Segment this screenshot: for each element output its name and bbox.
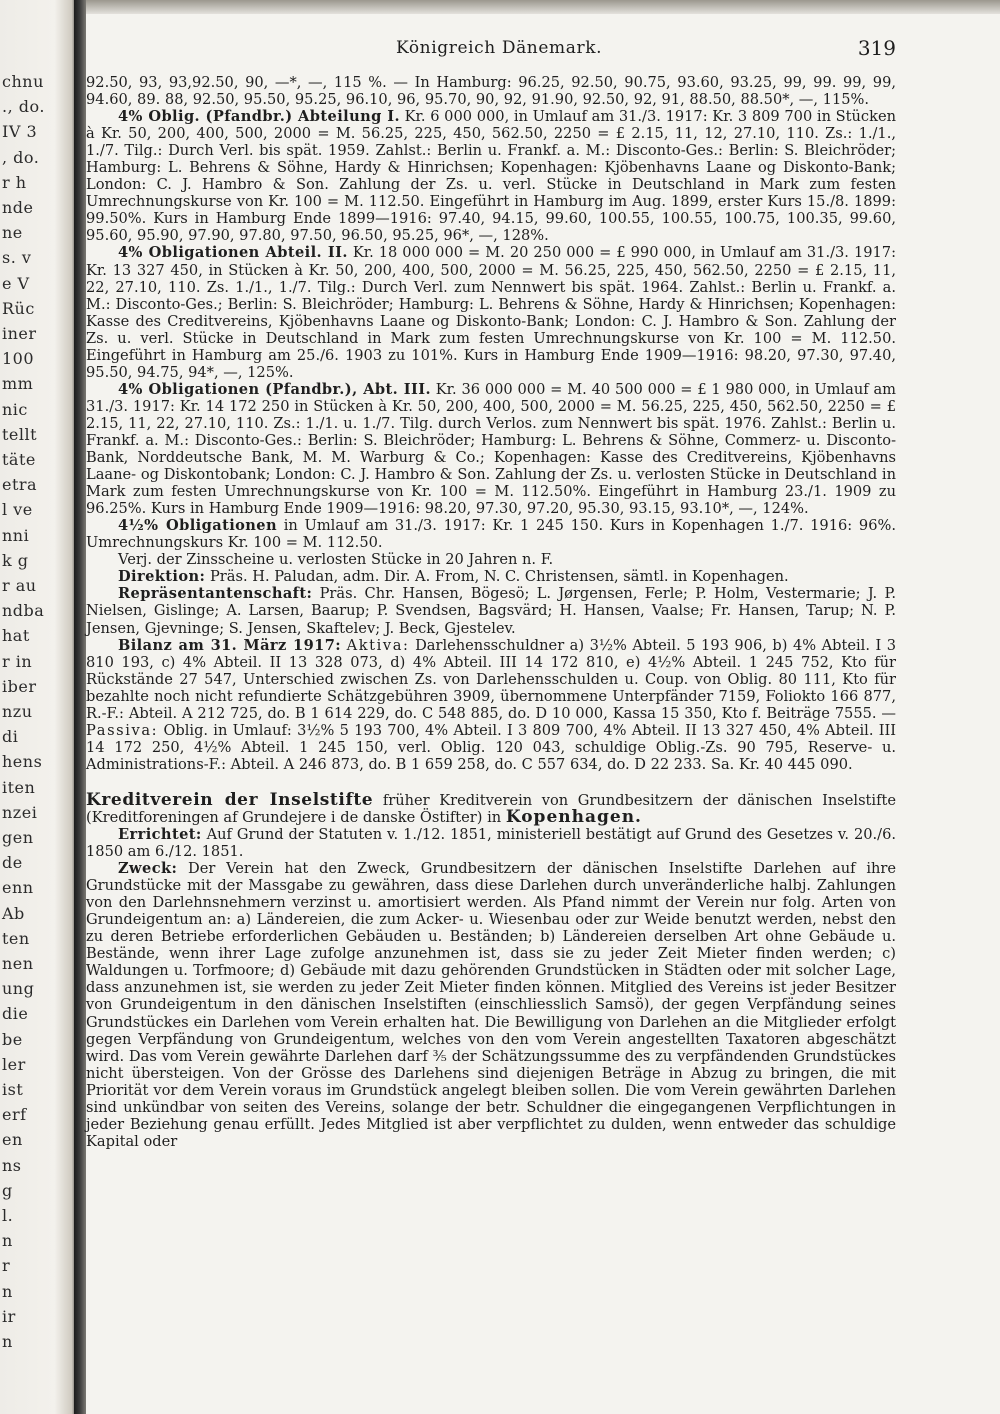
previous-page-fragment: mm bbox=[2, 374, 34, 394]
previous-page-fragment: ndba bbox=[2, 601, 45, 621]
repraesentantenschaft-paragraph bbox=[86, 585, 896, 636]
obligation-heading: 4½% Obligationen bbox=[118, 517, 277, 535]
previous-page-fragment: nic bbox=[2, 399, 28, 419]
company-city: Kopenhagen. bbox=[505, 806, 642, 827]
previous-page-fragment: de bbox=[2, 853, 23, 873]
previous-page-fragment: nzei bbox=[2, 802, 38, 822]
previous-page-fragment: be bbox=[2, 1029, 23, 1049]
previous-page-fragment: iten bbox=[2, 777, 36, 797]
passiva-text: Oblig. in Umlauf: 3½% 5 193 700, 4% Abteil. I 3 809 700, 4% Abteil. II 13 327 450, 4% Abteil. III 14 172 250, 4½% Abteil. 1 245 150, verl. Oblig. 120 043, schuldige Oblig.-Zs. 90 795, Reserve- u. Administrations-F.: Abteil. A 246 873, do. B 1 659 258, do. C 557 634, do. D 22 233. Sa. Kr. 40 445 090. bbox=[86, 721, 896, 773]
page-top-edge bbox=[86, 0, 1000, 14]
previous-page-fragment: nni bbox=[2, 525, 30, 545]
previous-page-fragment: hens bbox=[2, 752, 43, 772]
previous-page-fragment: ung bbox=[2, 979, 35, 999]
obligation-heading: 4% Obligationen (Pfandbr.), Abt. III. bbox=[118, 380, 431, 398]
obligation-paragraph-2 bbox=[86, 244, 896, 380]
previous-page-fragment: Rüc bbox=[2, 298, 35, 318]
previous-page-fragment: en bbox=[2, 1130, 23, 1150]
passiva-label: Passiva: bbox=[86, 721, 159, 739]
previous-page-fragment: ten bbox=[2, 928, 30, 948]
previous-page-fragment: di bbox=[2, 727, 19, 747]
aktiva-label: Aktiva: bbox=[346, 636, 410, 654]
previous-page-fragment: iber bbox=[2, 676, 37, 696]
obligation-paragraph-1 bbox=[86, 108, 896, 244]
previous-page-fragment: s. v bbox=[2, 248, 32, 268]
obligation-paragraph-3 bbox=[86, 381, 896, 517]
previous-page-fragment: ., do. bbox=[2, 97, 45, 117]
bilanz-paragraph bbox=[86, 637, 896, 773]
obligation-heading: 4% Oblig. (Pfandbr.) Abteilung I. bbox=[118, 108, 400, 126]
obligation-text: in Umlauf am 31./3. 1917: Kr. 1 245 150. Kurs in Kopenhagen 1./7. 1916: 96%. Umrechnungskurs Kr. 100 = M. 112.50. bbox=[86, 517, 896, 552]
previous-page-fragment: die bbox=[2, 1004, 29, 1024]
zweck-text: Der Verein hat den Zweck, Grundbesitzern der dänischen Inselstifte Darlehen auf ihre Grundstücke mit der Massgabe zu gewähren, dass diese Darlehen durch unveränderliche halbj. Zahlungen von den Darlehnsnehmern verzinst u. amortisiert werden. Als Pfand nimmt der Verein nur folg. Arten von Grundeigentum an: a) Ländereien, die zum Acker- u. Wiesenbau oder zur Weide benutzt werden, nebst den zu deren Betriebe erforderlichen Gebäuden u. Beständen; b) Ländereien derselben Art ohne Gebäude u. Bestände, wenn ihrer Lage zufolge anzunehmen ist, dass sie zu jeder Zeit Mieter finden werden; c) Waldungen u. Torfmoore; d) Gebäude mit dazu gehörenden Grundstücken in Städten oder mit solcher Lage, dass anzunehmen ist, sie werden zu jeder Zeit Mieter finden können. Mitglied des Vereins ist jeder Besitzer von Grundeigentum in den dänischen Inselstiften (einschliesslich Samsö), der gegen Verpfändung seines Grundstückes ein Darlehen vom Verein erhalten hat. Die Bewilligung von Darlehen an die Mitglieder erfolgt gegen Verpfändung von Grundeigentum, welches von den vom Verein angestellten Taxatoren abgeschätzt wird. Das vom Verein gewährte Darlehen darf ⅗ der Schätzungssumme des zu verpfändenden Grundstückes nicht übersteigen. Von der Grösse des Darlehens sind diejenigen Beträge in Abzug zu bringen, die mit Priorität vor dem Verein voraus im Grundstück angelegt bleiben sollen. Die vom Verein gewährten Darlehen sind unkündbar von seiten des Vereins, solange der betr. Schuldner die eingegangenen Verpflichtungen in jeder Beziehung genau erfüllt. Jedes Mitglied ist aber verpflichtet zu dulden, wenn entweder das schuldige Kapital oder bbox=[86, 860, 896, 1150]
previous-page-fragment: n bbox=[2, 1332, 13, 1351]
obligation-paragraph-4 bbox=[86, 517, 896, 551]
previous-page-fragment: r in bbox=[2, 651, 33, 671]
previous-page-fragment: etra bbox=[2, 475, 38, 495]
previous-page-fragment: nzu bbox=[2, 702, 33, 721]
repraesentantenschaft-label: Repräsentantenschaft: bbox=[118, 585, 313, 603]
company-intro-text: früher Kreditverein von Grundbesitzern der dänischen Inselstifte (Kreditforeningen af Grundejere i de danske Östifter) in bbox=[86, 791, 896, 826]
previous-page-fragment: r h bbox=[2, 172, 27, 192]
direktion-text: Präs. H. Paludan, adm. Dir. A. From, N. C. Christensen, sämtl. in Kopenhagen. bbox=[209, 568, 789, 586]
page-content bbox=[86, 74, 896, 1150]
previous-page-fragment: hat bbox=[2, 626, 30, 646]
previous-page-fragment: iner bbox=[2, 324, 37, 343]
direktion-paragraph bbox=[86, 568, 896, 585]
obligation-heading: 4% Obligationen Abteil. II. bbox=[118, 244, 348, 262]
obligation-text: Kr. 6 000 000, in Umlauf am 31./3. 1917: Kr. 3 809 700 in Stücken à Kr. 50, 200, 400, 500, 2000 = M. 56.25, 225, 450, 562.50, 2250 = £ 2.15, 11, 12, 27.10, 110. Zs.: 1./1., 1./7. Tilg.: Durch Verl. bis spät. 1959. Zahlst.: Berlin u. Frankf. a. M.: Disconto-Ges.: Berlin: S. Bleichröder; Hamburg: L. Behrens & Söhne, Hardy & Hinrichsen; Kopenhagen: Kjöbenhavns Laane og Diskonto-Bank; London: C. J. Hambro & Son. Zahlung der Zs. u. verl. Stücke in Deutschland in Mark zum festen Umrechnungskurse von Kr. 100 = M. 112.50. Eingeführt in Hamburg im Aug. 1899, erster Kurs 15./8. 1899: 99.50%. Kurs in Hamburg Ende 1899—1916: 97.40, 94.15, 99.60, 100.55, 100.55, 100.75, 100.35, 99.60, 95.60, 95.90, 97.90, 97.80, 97.50, 96.50, 95.25, 96*, —, 128%. bbox=[86, 108, 896, 245]
obligation-text: Kr. 36 000 000 = M. 40 500 000 = £ 1 980 000, in Umlauf am 31./3. 1917: Kr. 14 172 250 in Stücken à Kr. 50, 200, 400, 500, 2000 = M. 56.25, 225, 450, 562.50, 2250 = £ 2.15, 11, 22, 27.10, 110. Zs.: 1./1. u. 1./7. Tilg. durch Verlos. zum Nennwert bis spät. 1976. Zahlst.: Berlin u. Frankf. a. M.: Disconto-Ges.: Berlin: S. Bleichröder; Hamburg: L. Behrens & Söhne, Commerz- u. Disconto-Bank, Norddeutsche Bank, M. M. Warburg & Co.; Kopenhagen: Kasse des Creditvereins, Kjöbenhavns Laane- og Diskontobank; London: C. J. Hambro & Son. Zahlung der Zs. u. verlosten Stücke in Deutschland in Mark zum festen Umrechnungskurse von Kr. 100 = M. 112.50%. Eingeführt in Hamburg 23./1. 1909 zu 96.25%. Kurs in Hamburg Ende 1909—1916: 98.20, 97.30, 97.20, 95.30, 93.15, 93.10*, —, 124%. bbox=[86, 380, 896, 518]
previous-page-fragment: erf bbox=[2, 1105, 27, 1125]
previous-page-fragment: gen bbox=[2, 828, 34, 847]
kreditverein-intro bbox=[86, 789, 896, 827]
errichtet-text: Auf Grund der Statuten v. 1./12. 1851, ministeriell bestätigt auf Grund des Gesetzes v. 20./6. 1850 am 6./12. 1851. bbox=[86, 826, 896, 861]
running-title: Königreich Dänemark. bbox=[396, 38, 603, 58]
previous-page-fragment: chnu bbox=[2, 72, 44, 91]
direktion-label: Direktion: bbox=[118, 568, 206, 586]
zweck-label: Zweck: bbox=[118, 860, 178, 878]
previous-page-fragment: g bbox=[2, 1180, 13, 1200]
previous-page-fragment: ns bbox=[2, 1155, 22, 1175]
previous-page-fragment: r au bbox=[2, 576, 37, 595]
previous-page-fragment: IV 3 bbox=[2, 122, 38, 142]
previous-page-fragment: k g bbox=[2, 550, 29, 570]
previous-page-fragment: täte bbox=[2, 450, 36, 469]
previous-page-fragment: ne bbox=[2, 223, 23, 243]
previous-page-fragment: , do. bbox=[2, 147, 40, 167]
obligation-text: Kr. 18 000 000 = M. 20 250 000 = £ 990 000, in Umlauf am 31./3. 1917: Kr. 13 327 450, in Stücken à Kr. 50, 200, 400, 500, 2000 = M. 56.25, 225, 450, 562.50, 2250 = £ 2.15, 11, 22, 27.10, 110. Zs. 1./1., 1./7. Tilg.: Durch Verl. zum Nennwert bis spät. 1964. Zahlst.: Berlin u. Frankf. a. M.: Disconto-Ges.; Berlin: S. Bleichröder; Hamburg: L. Behrens & Söhne, Hardy & Hinrichsen; Kopenhagen: Kasse des Creditvereins, Kjöbenhavns Laane og Diskonto-Bank; London: C. J. Hambro & Son. Zahlung der Zs. u. verl. Stücke in Deutschland in Mark zum festen Umrechnungskurse von Kr. 100 = M. 112.50. Eingeführt in Hamburg am 25./6. 1903 zu 101%. Kurs in Hamburg Ende 1909—1916: 98.20, 97.30, 97.40, 95.50, 94.75, 94*, —, 125%. bbox=[86, 244, 896, 381]
errichtet-label: Errichtet: bbox=[118, 826, 202, 844]
running-header bbox=[86, 38, 896, 66]
previous-page-fragment: ir bbox=[2, 1306, 16, 1326]
previous-page-fragment: Ab bbox=[2, 903, 25, 923]
zweck-paragraph bbox=[86, 860, 896, 1150]
previous-page-fragment: tellt bbox=[2, 424, 38, 444]
repraesentantenschaft-text: Präs. Chr. Hansen, Bögesö; L. Jørgensen, Ferle; P. Holm, Vestermarie; J. P. Nielsen, Gislinge; A. Larsen, Baarup; P. Svendsen, Bagsvärd; H. Hansen, Vaalse; Fr. Hansen, Tarup; N. P. Jensen, Gjevninge; S. Jensen, Skaftelev; J. Beck, Gjestelev. bbox=[86, 585, 896, 637]
previous-page-fragment: r bbox=[2, 1256, 11, 1276]
previous-page-fragment: n bbox=[2, 1281, 13, 1301]
bilanz-label: Bilanz am 31. März 1917: bbox=[118, 636, 342, 654]
page-number: 319 bbox=[857, 36, 896, 60]
previous-page-fragment: nen bbox=[2, 954, 34, 973]
previous-page-fragment: ler bbox=[2, 1054, 26, 1074]
previous-page-fragment: e V bbox=[2, 273, 30, 293]
previous-page-fragment: nde bbox=[2, 198, 34, 217]
previous-page-fragment: l ve bbox=[2, 500, 33, 520]
previous-page-fragment: l. bbox=[2, 1206, 14, 1225]
aktiva-text: Darlehensschuldner a) 3½% Abteil. 5 193 906, b) 4% Abteil. I 3 810 193, c) 4% Abteil. II 13 328 073, d) 4% Abteil. III 14 172 810, e) 4½% Abteil. 1 245 752, Kto für Rückstände 27 547, Unterschied zwischen Zs. von Darlehensschulden u. Coup. von Oblig. 80 111, Kto für bezahlte noch nicht refundierte Schätzgebühren 3909, übernommene Unterpfänder 7159, Foliokto 166 877, R.-F.: Abteil. A 212 725, do. B 1 614 229, do. C 548 885, do. D 10 000, Kassa 15 350, Kto f. Beiträge 7555. — bbox=[86, 636, 897, 722]
previous-page-fragment: enn bbox=[2, 878, 34, 898]
verjaehrung-paragraph: Verj. der Zinsscheine u. verlosten Stücke in 20 Jahren n. F. bbox=[118, 551, 554, 569]
previous-page-fragment: n bbox=[2, 1231, 13, 1251]
errichtet-paragraph bbox=[86, 826, 896, 860]
continuation-paragraph: 92.50, 93, 93,92.50, 90, —*, —, 115 %. — In Hamburg: 96.25, 92.50, 90.75, 93.60, 93.25, 99, 99. 99, 99, 94.60, 89. 88, 92.50, 95.50, 95.25, 96.10, 96, 95.70, 90, 92, 91.90, 92.50, 92, 91, 88.50, 88.50*, —, 115%. bbox=[86, 74, 896, 109]
previous-page-edge bbox=[0, 0, 78, 1414]
previous-page-fragment: 100 bbox=[2, 349, 35, 369]
previous-page-fragment: ist bbox=[2, 1080, 24, 1099]
company-title: Kreditverein der Inselstifte bbox=[86, 789, 374, 810]
